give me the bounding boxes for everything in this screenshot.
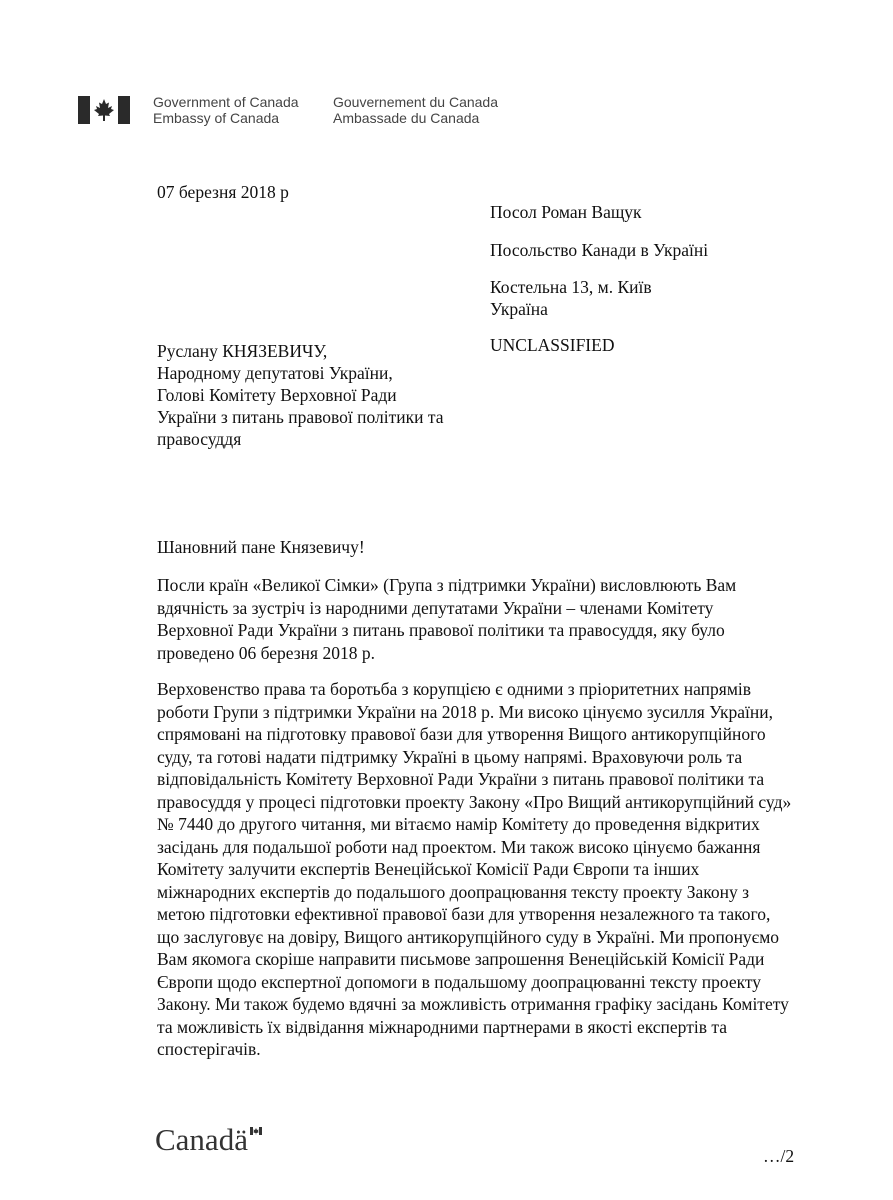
- recipient-line: Руслану КНЯЗЕВИЧУ,: [157, 341, 328, 361]
- paragraph-line: проведено 06 березня 2018 р.: [157, 642, 375, 663]
- paragraph-line: № 7440 до другого читання, ми вітаємо намір Комітету до проведення відкритих: [157, 814, 760, 834]
- sender-address: [490, 276, 652, 320]
- government-of-canada-en: [153, 94, 299, 126]
- paragraph-line: роботи Групи з підтримки України на 2018 р. Ми високо цінуємо зусилля України,: [157, 701, 774, 722]
- paragraph-line: спостерігачів.: [157, 1039, 261, 1059]
- paragraph-line: Верховної Ради України з питань правової політики та правосуддя, яку було: [157, 620, 725, 640]
- paragraph-line: правосуддя у процесі підготовки проекту Закону «Про Вищий антикорупційний суд»: [157, 791, 792, 812]
- canada-flag-icon: [78, 96, 130, 124]
- paragraph-line: вдячність за зустріч із народними депутатами України – членами Комітету: [157, 597, 714, 618]
- paragraph-line: Посли країн «Великої Сімки» (Група з підтримки України) висловлюють Вам: [157, 575, 737, 595]
- recipient-line: правосуддя: [157, 429, 242, 449]
- paragraph-line: суду, та готові надати підтримку Україні в цьому напрямі. Враховуючи роль та: [157, 746, 743, 767]
- paragraph-line: метою підготовки ефективної правової бази для утворення незалежного та такого,: [157, 904, 771, 924]
- paragraph-line: Вам якомога скоріше направити письмове запрошення Венеційській Комісії Ради: [157, 949, 765, 969]
- sender-country: Україна: [490, 299, 548, 319]
- paragraph-line: відповідальність Комітету Верховної Ради України з питань правової політики та: [157, 769, 765, 789]
- embassy-fr-label: Ambassade du Canada: [333, 110, 480, 126]
- paragraph-line: Закону. Ми також будемо вдячні за можливість отримання графіку засідань Комітету: [157, 994, 789, 1014]
- paragraph-line: міжнародних експертів до подальшого доопрацювання тексту проекту Закону з: [157, 881, 750, 902]
- government-of-canada-fr: [333, 94, 498, 126]
- canada-wordmark: [155, 1122, 248, 1158]
- letter-date: 07 березня 2018 р: [157, 182, 289, 202]
- recipient-block: [157, 340, 443, 450]
- paragraph-line: що заслуговує на довіру, Вищого антикорупційного суду в Україні. Ми пропонуємо: [157, 926, 780, 947]
- recipient-line: України з питань правової політики та: [157, 407, 444, 427]
- page-number: …/2: [763, 1146, 795, 1166]
- canada-wordmark-flag-icon: [250, 1122, 262, 1130]
- canada-wordmark-text: Canadä: [155, 1122, 248, 1157]
- paragraph-line: та можливість їх відвідання міжнародними партнерами в якості експертів та: [157, 1016, 727, 1037]
- paragraph-line: Верховенство права та боротьба з корупцією є одними з пріоритетних напрямів: [157, 679, 752, 699]
- paragraph-2: [157, 678, 812, 1061]
- gov-en-label: Government of Canada: [153, 94, 299, 110]
- sender-org: Посольство Канади в Україні: [490, 240, 709, 260]
- salutation: Шановний пане Князевичу!: [157, 537, 365, 557]
- sender-name: Посол Роман Ващук: [490, 202, 642, 222]
- paragraph-1: [157, 574, 812, 664]
- paragraph-line: засідань для подальшої роботи над проектом. Ми також високо цінуємо бажання: [157, 836, 761, 857]
- sender-street: Костельна 13, м. Київ: [490, 277, 652, 297]
- paragraph-line: Комітету залучити експертів Венеційської Комісії Ради Європи та інших: [157, 859, 700, 879]
- paragraph-line: Європи щодо експертної допомоги в подальшому доопрацюванні тексту проекту: [157, 971, 762, 992]
- embassy-en-label: Embassy of Canada: [153, 110, 280, 126]
- gov-fr-label: Gouvernement du Canada: [333, 94, 498, 110]
- classification-label: UNCLASSIFIED: [490, 335, 615, 355]
- recipient-line: Народному депутатові України,: [157, 363, 393, 383]
- recipient-line: Голові Комітету Верховної Ради: [157, 385, 397, 405]
- paragraph-line: спрямовані на підготовку правової бази для утворення Вищого антикорупційного: [157, 724, 766, 744]
